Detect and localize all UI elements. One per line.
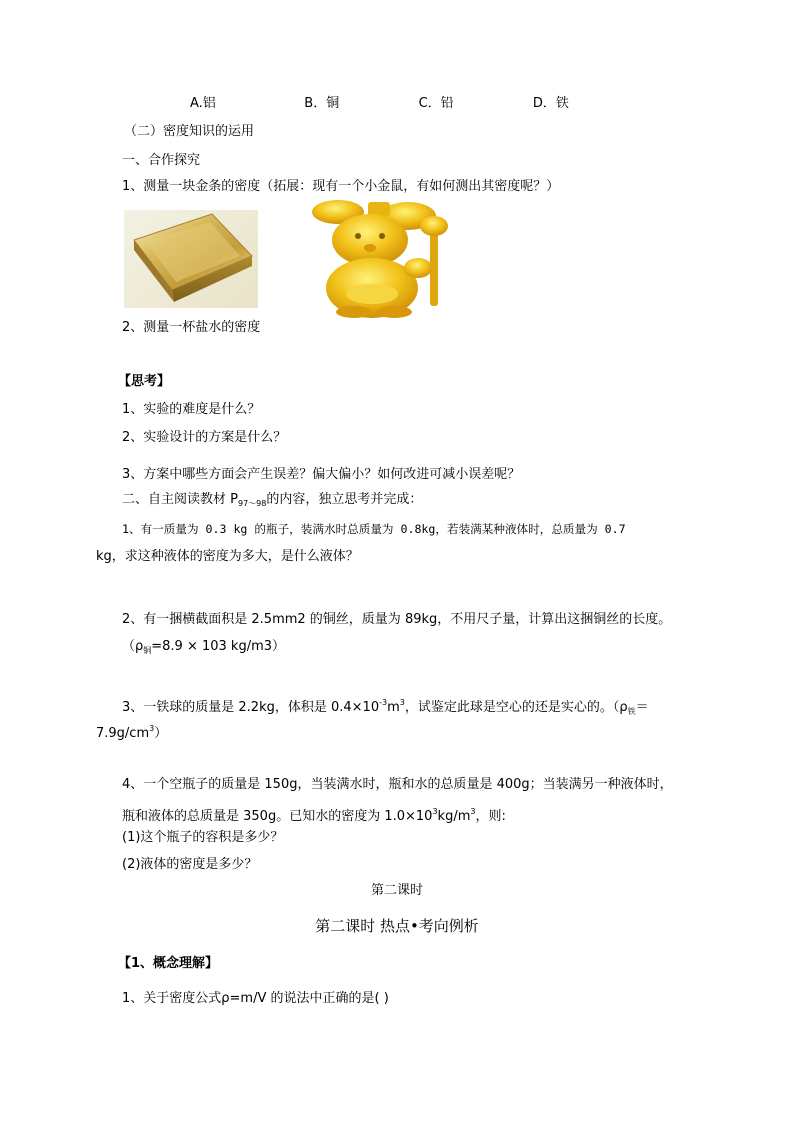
self-reading-title bbox=[122, 490, 422, 514]
problem-1-line-2: kg，求这种液体的密度为多大，是什么液体？ bbox=[96, 549, 359, 564]
problem-2-rho-sub: 铜 bbox=[143, 646, 152, 655]
problem-3-line-1 bbox=[122, 693, 649, 722]
option-c: C．铅 bbox=[418, 96, 454, 111]
cooperative-inquiry-title: 一、合作探究 bbox=[122, 153, 201, 168]
gold-bar-icon bbox=[124, 210, 258, 308]
option-b: B．铜 bbox=[304, 96, 340, 111]
problem-3-pre: 3、一铁球的质量是 2.2kg，体积是 0.4×10 bbox=[122, 700, 380, 715]
problem-4-line-2-pre: 瓶和液体的总质量是 350g。已知水的密度为 1.0×10 bbox=[122, 809, 433, 824]
concept-understanding-title: 【1、概念理解】 bbox=[118, 956, 219, 971]
think-item-2: 2、实验设计的方案是什么？ bbox=[122, 430, 287, 445]
problem-4-line-2 bbox=[122, 802, 506, 827]
section-two-title: （二）密度知识的运用 bbox=[124, 124, 255, 139]
problem-3-rho-sub: 铁 bbox=[627, 707, 636, 716]
gold-bar-image bbox=[124, 210, 258, 308]
self-reading-pre: 二、自主阅读教材 P bbox=[122, 492, 238, 507]
think-title: 【思考】 bbox=[118, 374, 171, 389]
problem-4-line-1: 4、一个空瓶子的质量是 150g，当装满水时，瓶和水的总质量是 400g；当装满另一种液体时， bbox=[122, 777, 673, 792]
option-d: D．铁 bbox=[532, 96, 569, 111]
problem-3-mid: m bbox=[387, 700, 400, 715]
think-item-3: 3、方案中哪些方面会产生误差？偏大偏小？如何改进可减小误差呢？ bbox=[122, 467, 521, 482]
problem-3-line-2 bbox=[96, 719, 167, 744]
question-measure-gold-bar: 1、测量一块金条的密度（拓展：现有一个小金鼠，有如何测出其密度呢？） bbox=[122, 179, 560, 194]
problem-4-exp: 3 bbox=[432, 807, 438, 816]
problem-4-line-2-post: ，则: bbox=[475, 809, 506, 824]
question-measure-salt-water: 2、测量一杯盐水的密度 bbox=[122, 320, 261, 335]
problem-3-density-post: ） bbox=[154, 726, 168, 741]
problem-2-line-2 bbox=[122, 637, 285, 661]
answer-options bbox=[190, 94, 590, 114]
problem-3-density-exp: 3 bbox=[149, 724, 155, 733]
problem-4-exp2: 3 bbox=[470, 807, 476, 816]
problem-3-post: ，试鉴定此球是空心的还是实心的。（ρ bbox=[404, 700, 628, 715]
lesson-two-heading: 第二课时 热点•考向例析 bbox=[315, 917, 479, 935]
think-item-1: 1、实验的难度是什么？ bbox=[122, 402, 261, 417]
gold-mouse-icon bbox=[298, 198, 464, 318]
problem-4-unit: kg/m bbox=[437, 809, 471, 824]
problem-3-eq: ＝ bbox=[635, 700, 649, 715]
problem-3-exp: -3 bbox=[379, 698, 388, 707]
problem-2-rho-value: =8.9 × 103 kg/m3） bbox=[151, 639, 286, 654]
problem-3-density: 7.9g/cm bbox=[96, 726, 150, 741]
gold-mouse-image bbox=[298, 198, 464, 318]
option-a: A.铝 bbox=[190, 96, 216, 111]
lesson-two-label: 第二课时 bbox=[370, 883, 423, 898]
problem-2-line-1: 2、有一捆横截面积是 2.5mm2 的铜丝，质量为 89kg，不用尺子量，计算出这捆铜丝的长度。 bbox=[122, 612, 672, 627]
concept-question-1: 1、关于密度公式ρ=m/V 的说法中正确的是( ) bbox=[122, 991, 389, 1006]
self-reading-pages: 97～98 bbox=[237, 499, 267, 508]
problem-2-rho: （ρ bbox=[122, 639, 144, 654]
problem-1-line-1: 1、有一质量为 0.3 kg 的瓶子，装满水时总质量为 0.8kg，若装满某种液体时，总质量为 0.7 bbox=[122, 522, 626, 536]
self-reading-post: 的内容，独立思考并完成： bbox=[266, 492, 423, 507]
problem-3-exp2: 3 bbox=[399, 698, 405, 707]
problem-4-subquestion-1: (1)这个瓶子的容积是多少？ bbox=[122, 830, 284, 845]
problem-4-subquestion-2: (2)液体的密度是多少？ bbox=[122, 857, 258, 872]
